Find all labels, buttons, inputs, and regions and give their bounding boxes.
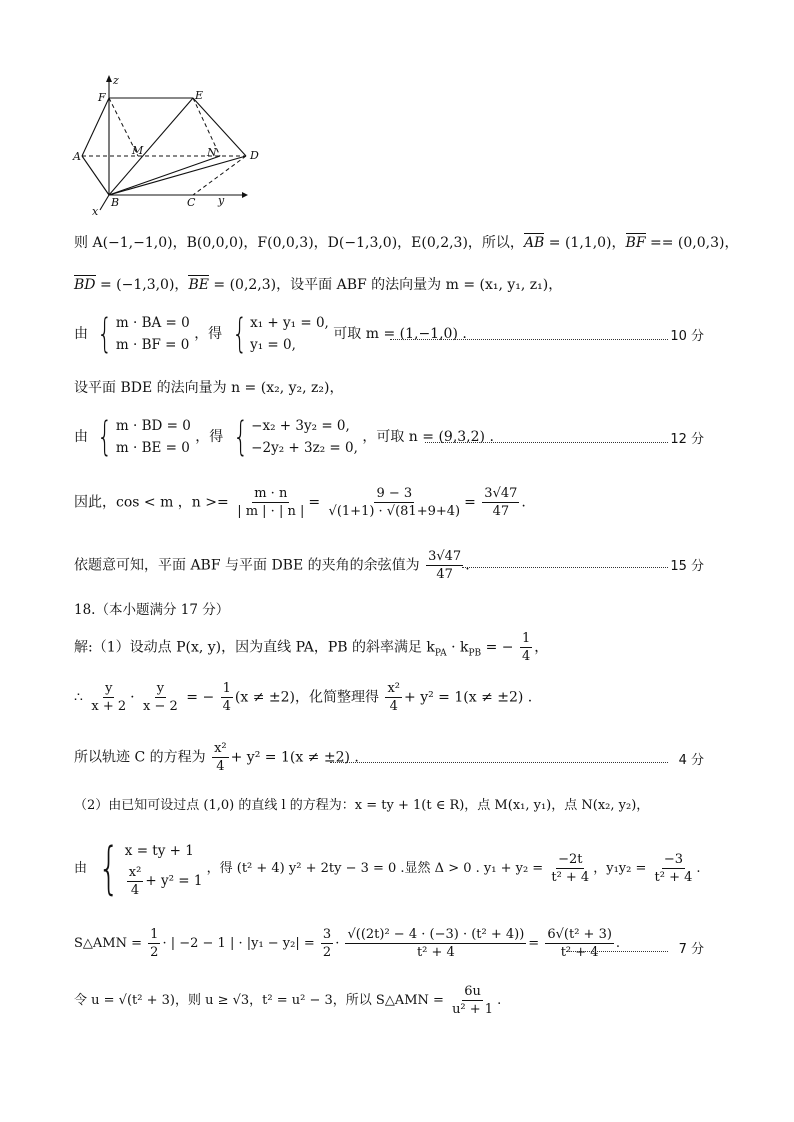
line-solution-1: 解:（1）设动点 P(x, y)，因为直线 PA，PB 的斜率满足 $k_{PA} \cdot k_{PB}$ = − $\frac{1}{4}$ ， [74,631,549,664]
label-y: y [218,194,225,207]
line-normal-abf: 由 { m · BA = 0 m · BF = 0 ，得 { x₁ + y₁ = 0, y₁ = 0, 可取 m = (1,−1,0) . [74,311,467,357]
line-system-ellipse: 由 { x = ty + 1 $\frac{\text{x²}}{4}$ + y² = 1 ，得 (t² + 4) y² + 2ty − 3 = 0 .显然 Δ > 0 . y₁ + y₂ = $\frac{-2t}{\text{t² + 4}}$ ，y₁y₂ = $\frac{-3}{\text{t² + 4}}$ . [74,835,701,901]
question-heading: 18.（本小题满分 17 分） [74,602,230,618]
label-C: C [187,196,196,209]
line-simplify: ∴ $\frac{y}{x + 2}$ · $\frac{y}{x - 2}$ = − $\frac{1}{4}$ (x ≠ ±2)，化简整理得 $\frac{\text{x²}}{4}$ + y² = 1(x ≠ ±2) . [74,681,533,714]
dot-leader [425,442,668,443]
score-15: 15 分 [670,559,704,574]
line-substitution: 令 u = √(t² + 3)，则 u ≥ √3，t² = u² − 3，所以 S△AMN = $\frac{6u}{\text{u² + 1}}$ . [74,984,502,1017]
line-part-2: （2）由已知可设过点 (1,0) 的直线 l 的方程为：x = ty + 1(t ∈ R)，点 M(x₁, y₁)，点 N(x₂, y₂)， [74,798,650,813]
line-conclusion: 依题意可知，平面 ABF 与平面 DBE 的夹角的余弦值为 $\frac{3√47}{47}$ . [74,549,470,582]
line-coordinates: 则 A(−1,−1,0)，B(0,0,0)，F(0,0,3)，D(−1,3,0)，E(0,2,3)，所以，AB = (1,1,0)，BF == (0,0,3)， [74,235,739,251]
label-D: D [250,149,259,162]
x-axis [100,195,109,210]
label-F: F [98,91,106,104]
label-N: N [207,146,217,159]
dot-leader [390,339,668,340]
label-B: B [111,196,120,209]
line-normal-bde: 由 { m · BD = 0 m · BE = 0 ，得 { −x₂ + 3y₂ = 0, −2y₂ + 3z₂ = 0, ，可取 n = (9,3,2) . [74,414,494,460]
line-trajectory: 所以轨迹 C 的方程为 $\frac{\text{x²}}{4}$ + y² = 1(x ≠ ±2) . [74,741,359,774]
geometry-figure [70,70,270,220]
label-E: E [195,89,204,102]
line-area: S△AMN = $\frac{1}{2}$ · | −2 − 1 | · |y₁ − y₂| = $\frac{3}{2}$ · $\frac{\text{√((2t)² − 4 · (−3) · (t² + 4))}}{\text{t² + 4}}$ = $\frac{\text{6√(t² + 3)}}{\text{t² + 4}}$ . [74,927,621,960]
label-z: z [113,74,119,87]
dot-leader [462,567,668,568]
dot-leader [330,762,668,763]
line-vectors: BD = (−1,3,0)，BE = (0,2,3)，设平面 ABF 的法向量为 m = (x₁, y₁, z₁)， [74,277,563,293]
label-M: M [132,144,144,157]
dot-leader [566,951,668,952]
score-7: 7 分 [678,942,704,957]
score-12: 12 分 [670,432,704,447]
label-A: A [73,150,81,163]
line-cosine: 因此，cos < m ，n >= $\frac{m \cdot n}{| m | \cdot | n |}$ = $\frac{9 - 3}{√(1+1) \cdot √(81+9+4)}$ = $\frac{3√47}{47}$ . [74,486,526,519]
score-10: 10 分 [670,329,704,344]
label-x: x [92,205,99,218]
score-4: 4 分 [678,753,704,768]
line-normal-bde-intro: 设平面 BDE 的法向量为 n = (x₂, y₂, z₂)， [74,380,344,396]
